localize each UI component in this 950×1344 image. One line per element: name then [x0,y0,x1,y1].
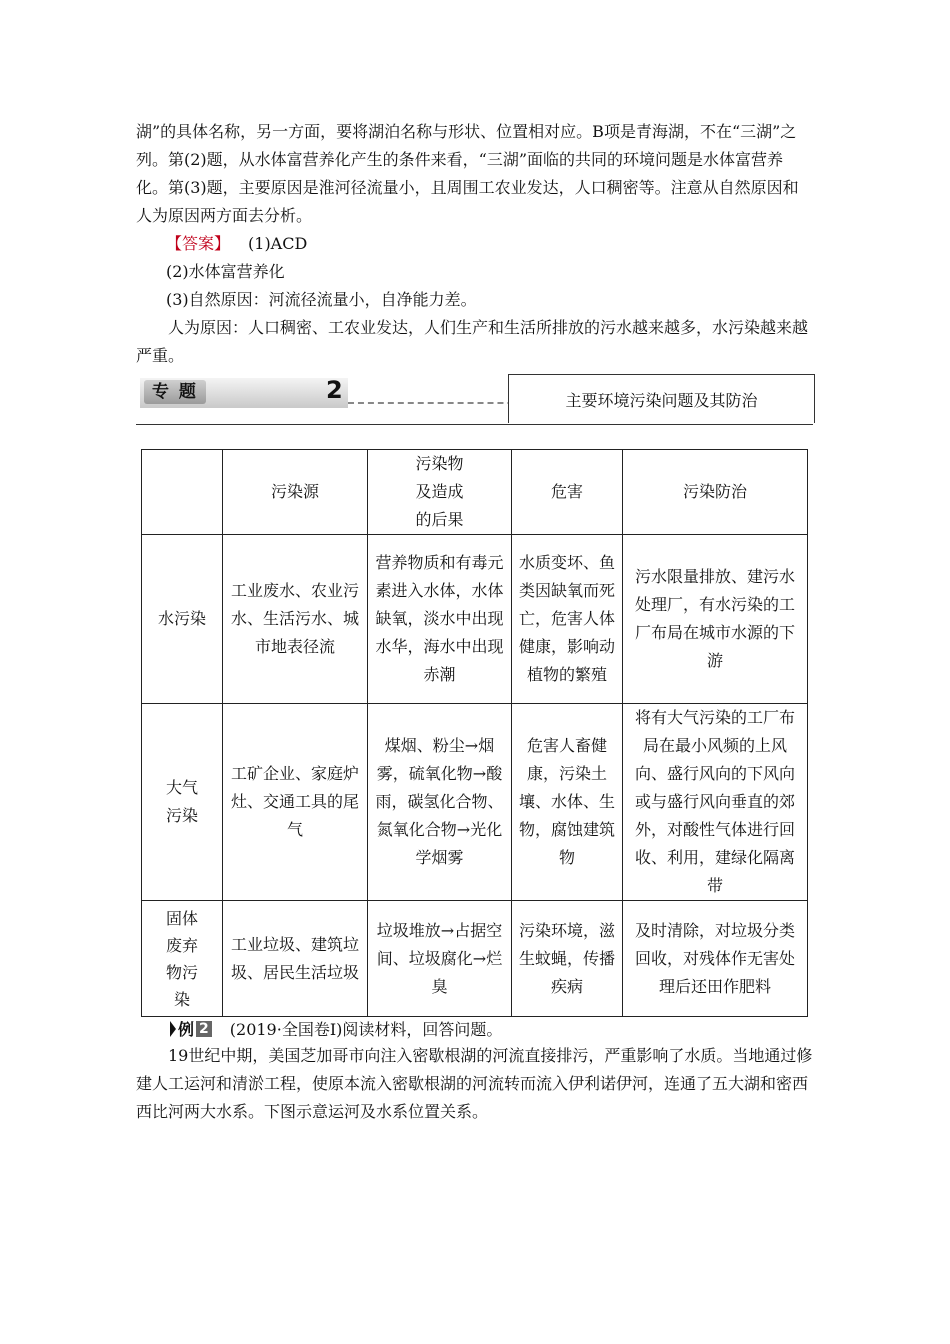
example-label: 例 [178,1020,195,1039]
answer-3: (3)自然原因：河流径流量小，自净能力差。 [166,290,477,309]
harm-cell: 污染环境，滋生蚊蝇，传播疾病 [512,901,623,1017]
topic-title-box [508,374,815,423]
topic-number: 2 [326,376,343,404]
triangle-right-icon [170,1021,176,1037]
table-row [142,704,808,901]
example-header [170,1017,502,1040]
topic-title: 主要环境污染问题及其防治 [565,390,758,410]
answer-1: (1)ACD [248,234,308,253]
pollution-table [141,449,808,1017]
effect-cell: 营养物质和有毒元素进入水体，水体缺氧，淡水中出现水华，海水中出现赤潮 [368,535,512,704]
table-row [142,901,808,1017]
example-source: (2019·全国卷Ⅰ)阅读材料，回答问题。 [229,1020,503,1039]
table-header-row [142,450,808,535]
table-header-cell: 污染防治 [623,450,808,535]
prevention-cell: 及时清除，对垃圾分类回收，对残体作无害处理后还田作肥料 [623,901,808,1017]
table-row [142,535,808,704]
effect-cell: 煤烟、粉尘→烟雾，硫氧化物→酸雨，碳氢化合物、氮氧化合物→光化学烟雾 [368,704,512,901]
topic-label: 专 题 [144,380,206,404]
answer-4: 人为原因：人口稠密、工农业发达，人们生产和生活所排放的污水越来越多，水污染越来越严重。 [136,318,809,365]
example-paragraph: 19世纪中期，美国芝加哥市向注入密歇根湖的河流直接排污，严重影响了水质。当地通过修建人工运河和清淤工程，使原本流入密歇根湖的河流转而流入伊利诺伊河，连通了五大湖和密西西比河两大水系。下图示意运河及水系位置关系。 [136,1046,813,1121]
source-cell: 工业废水、农业污水、生活污水、城市地表径流 [223,535,368,704]
answer-2: (2)水体富营养化 [166,262,285,281]
pollution-type-cell: 固体 废弃 物污 染 [142,901,223,1017]
prevention-cell: 污水限量排放、建污水处理厂，有水污染的工厂布局在城市水源的下游 [623,535,808,704]
prevention-cell: 将有大气污染的工厂布局在最小风频的上风向、盛行风向的下风向或与盛行风向垂直的郊外，对酸性气体进行回收、利用，建绿化隔离带 [623,704,808,901]
answer-tag: 【答案】 [166,234,231,253]
table-header-cell [142,450,223,535]
table-header-cell: 污染物 及造成 的后果 [368,450,512,535]
pollution-type-cell: 水污染 [142,535,223,704]
source-cell: 工矿企业、家庭炉灶、交通工具的尾气 [223,704,368,901]
pollution-type-cell: 大气 污染 [142,704,223,901]
table-header-cell: 污染源 [223,450,368,535]
intro-paragraph: 湖”的具体名称，另一方面，要将湖泊名称与形状、位置相对应。B项是青海湖，不在“三湖”之列。第(2)题，从水体富营养化产生的条件来看，“三湖”面临的共同的环境问题是水体富营养化。第(3)题，主要原因是淮河径流量小，且周围工农业发达，人口稠密等。注意从自然原因和人为原因两方面去分析。 [136,122,799,225]
effect-cell: 垃圾堆放→占据空间、垃圾腐化→烂臭 [368,901,512,1017]
harm-cell: 危害人畜健康，污染土壤、水体、生物，腐蚀建筑物 [512,704,623,901]
example-number: 2 [196,1021,212,1037]
harm-cell: 水质变坏、鱼类因缺氧而死亡，危害人体健康，影响动植物的繁殖 [512,535,623,704]
source-cell: 工业垃圾、建筑垃圾、居民生活垃圾 [223,901,368,1017]
answer-line-1 [166,230,307,258]
topic-banner [136,374,813,425]
table-header-cell: 危害 [512,450,623,535]
